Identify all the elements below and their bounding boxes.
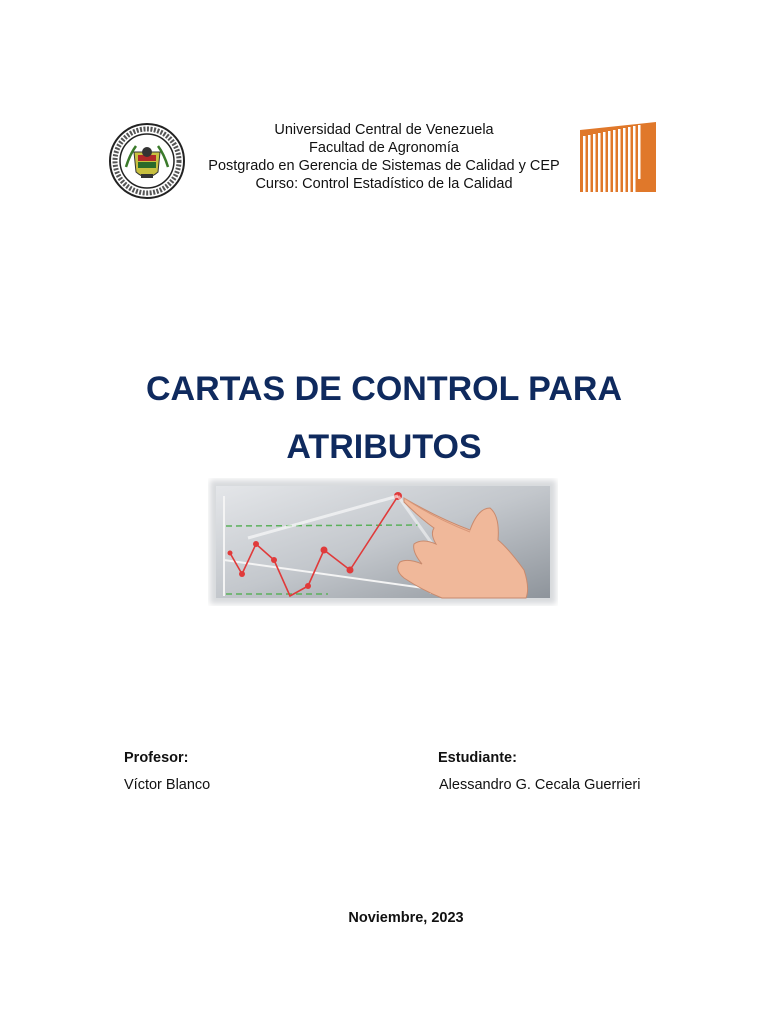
course-name: Curso: Control Estadístico de la Calidad [255, 176, 513, 192]
title-line-1: CARTAS DE CONTROL PARA [146, 370, 622, 408]
title-line-2: ATRIBUTOS [286, 428, 482, 466]
document-title [80, 360, 688, 476]
university-name: Universidad Central de Venezuela [274, 122, 494, 138]
ucv-seal-logo [108, 122, 186, 200]
faculty-logo [580, 122, 656, 192]
faculty-name: Facultad de Agronomía [309, 140, 459, 156]
profesor-name: Víctor Blanco [124, 777, 211, 793]
institution-header [190, 121, 578, 193]
estudiante-label: Estudiante: [438, 750, 517, 766]
chart-hand-image [208, 478, 558, 606]
profesor-label: Profesor: [124, 750, 189, 766]
document-date: Noviembre, 2023 [348, 910, 464, 926]
postgraduate-program: Postgrado en Gerencia de Sistemas de Calidad y CEP [208, 158, 560, 174]
estudiante-name: Alessandro G. Cecala Guerrieri [439, 777, 641, 793]
